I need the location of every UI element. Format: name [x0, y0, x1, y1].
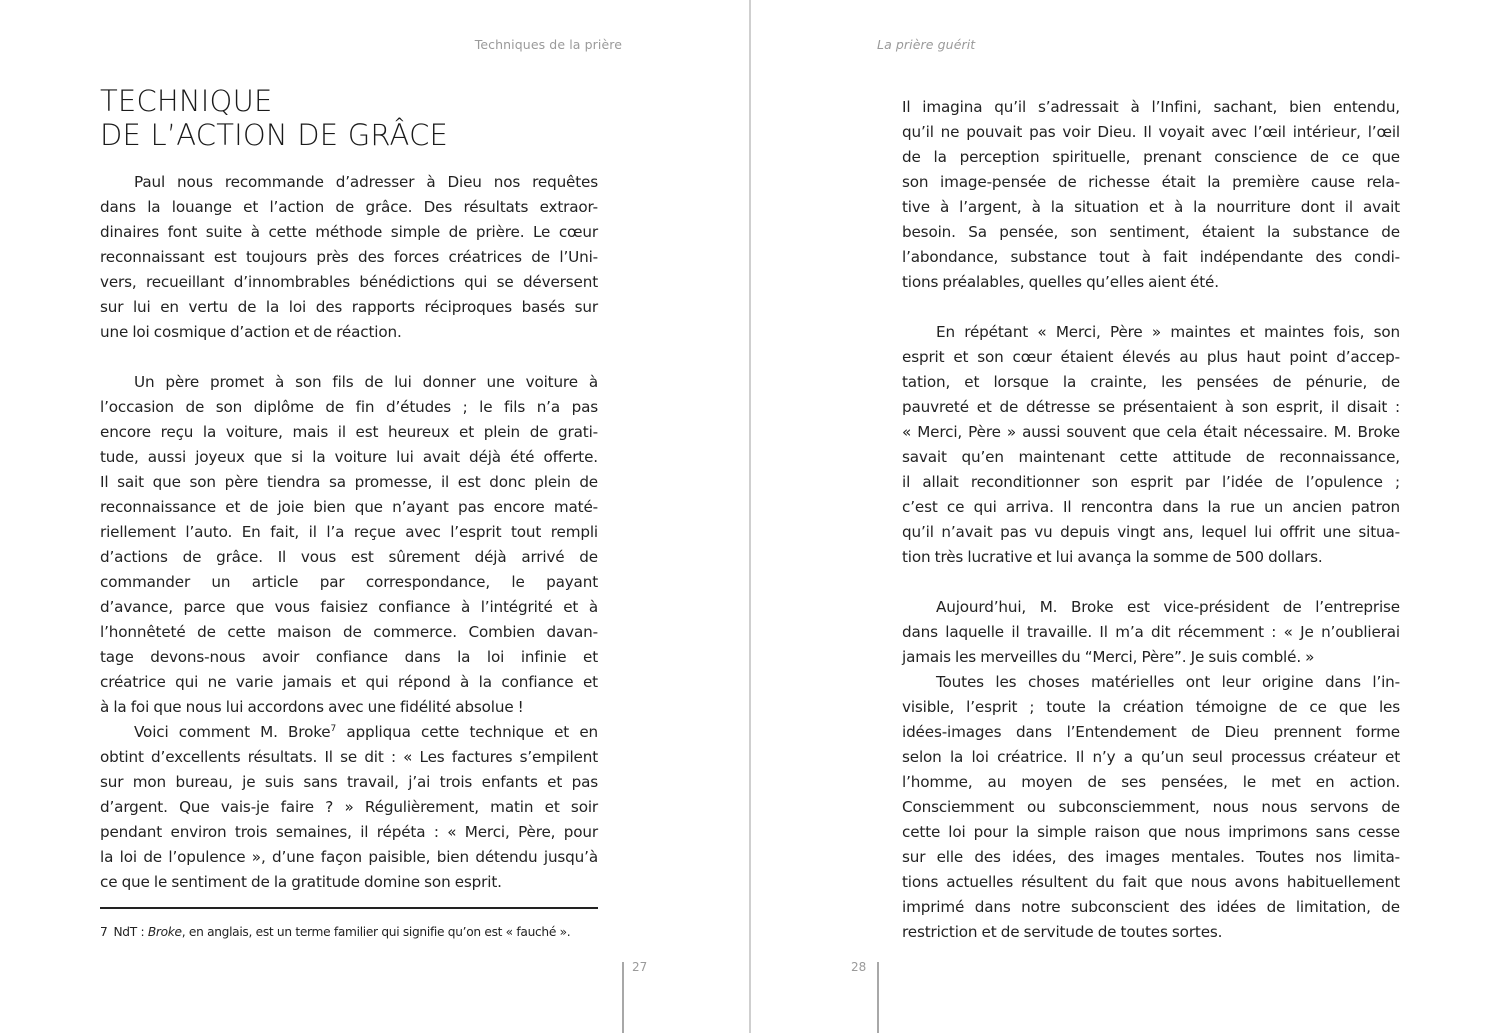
text-line: la loi de l’opulence », d’une façon paisible, bien détendu jusqu’à	[100, 848, 598, 866]
text-line: encore reçu la voiture, mais il est heureux et plein de grati-	[100, 423, 598, 441]
chapter-title-line: DE L’ACTION DE GRÂCE	[100, 118, 449, 152]
text-line: idées-images dans l’Entendement de Dieu prennent forme	[902, 723, 1400, 741]
text-line	[100, 720, 598, 745]
text-line: d’argent. Que vais-je faire ? » Régulièrement, matin et soir	[100, 798, 598, 816]
left-body-text	[100, 170, 598, 895]
text-line: restriction et de servitude de toutes sortes.	[902, 923, 1223, 941]
text-line: qu’il ne pouvait pas voir Dieu. Il voyait avec l’œil intérieur, l’œil	[902, 123, 1400, 141]
page-number-left: 27	[632, 960, 648, 974]
paragraph-spacer	[902, 295, 1400, 320]
paragraph	[902, 95, 1400, 295]
text-line: sur lui en vertu de la loi des rapports réciproques basés sur	[100, 298, 598, 316]
text-line: ce que le sentiment de la gratitude domine son esprit.	[100, 873, 502, 891]
text-line: Un père promet à son fils de lui donner une voiture à	[134, 373, 598, 391]
folio-rule-right	[877, 962, 879, 1033]
paragraph	[100, 170, 598, 345]
text-line: reconnaissant est toujours près des forces créatrices de l’Uni-	[100, 248, 598, 266]
text-segment: Voici comment M. Broke	[134, 723, 331, 741]
text-line: commander un article par correspondance, le payant	[100, 573, 598, 591]
text-line: l’abondance, substance tout à fait indépendante des condi-	[902, 248, 1400, 266]
text-line: visible, l’esprit ; toute la création témoigne de ce que les	[902, 698, 1400, 716]
text-line: Consciemment ou subconsciemment, nous nous servons de	[902, 798, 1400, 816]
text-line: Aujourd’hui, M. Broke est vice-président de l’entreprise	[936, 598, 1400, 616]
paragraph	[100, 720, 598, 895]
paragraph	[902, 320, 1400, 570]
right-body-text	[902, 95, 1400, 945]
text-line: dans la louange et l’action de grâce. Des résultats extraor-	[100, 198, 598, 216]
text-line: imprimé dans notre subconscient des idées de limitation, de	[902, 898, 1400, 916]
text-line: de la perception spirituelle, prenant conscience de ce que	[902, 148, 1400, 166]
text-line: d’avance, parce que vous faisiez confiance à l’intégrité et à	[100, 598, 598, 616]
text-line: c’est ce qui arriva. Il rencontra dans la rue un ancien patron	[902, 498, 1400, 516]
footnote-reference[interactable]: 7	[330, 723, 337, 734]
text-line: Paul nous recommande d’adresser à Dieu nos requêtes	[134, 173, 598, 191]
text-line: dans laquelle il travaille. Il m’a dit récemment : « Je n’oublierai	[902, 623, 1400, 641]
text-line: l’homme, au moyen de ses pensées, le met en action.	[902, 773, 1400, 791]
running-head-left: Techniques de la prière	[474, 37, 622, 52]
text-line: jamais les merveilles du “Merci, Père”. Je suis comblé. »	[902, 648, 1315, 666]
text-line: Toutes les choses matérielles ont leur origine dans l’in-	[936, 673, 1400, 691]
paragraph-spacer	[902, 570, 1400, 595]
text-line: Il imagina qu’il s’adressait à l’Infini, sachant, bien entendu,	[902, 98, 1400, 116]
text-line: sur elle des idées, des images mentales. Toutes nos limita-	[902, 848, 1400, 866]
paragraph	[902, 595, 1400, 670]
footnote-number: 7	[100, 925, 108, 939]
text-line: une loi cosmique d’action et de réaction.	[100, 323, 402, 341]
footnote-label: NdT :	[113, 925, 148, 939]
text-line: besoin. Sa pensée, son sentiment, étaient la substance de	[902, 223, 1400, 241]
text-line: l’occasion de son diplôme de fin d’études ; le fils n’a pas	[100, 398, 598, 416]
text-line: tions préalables, quelles qu’elles aient été.	[902, 273, 1219, 291]
footnote-text: , en anglais, est un terme familier qui signifie qu’on est « fauché ».	[181, 925, 571, 939]
paragraph	[100, 370, 598, 720]
text-line: tation, et lorsque la crainte, les pensées de pénurie, de	[902, 373, 1400, 391]
text-line: sur mon bureau, je suis sans travail, j’ai trois enfants et pas	[100, 773, 598, 791]
text-line: tage devons-nous avoir confiance dans la loi infinie et	[100, 648, 598, 666]
text-line: « Merci, Père » aussi souvent que cela était nécessaire. M. Broke	[902, 423, 1400, 441]
chapter-title	[100, 84, 448, 152]
text-line: Il sait que son père tiendra sa promesse, il est donc plein de	[100, 473, 598, 491]
text-line: reconnaissance et de joie bien que n’ayant pas encore maté-	[100, 498, 598, 516]
text-line: cette loi pour la simple raison que nous imprimons sans cesse	[902, 823, 1400, 841]
text-segment: appliqua cette technique et en	[336, 723, 598, 741]
paragraph	[902, 670, 1400, 945]
paragraph-spacer	[100, 345, 598, 370]
folio-rule-left	[622, 962, 624, 1033]
footnote	[100, 925, 570, 939]
text-line: qu’il n’avait pas vu depuis vingt ans, lequel lui offrit une situa-	[902, 523, 1400, 541]
text-line: tive à l’argent, à la situation et à la nourriture dont il avait	[902, 198, 1400, 216]
right-page	[751, 0, 1500, 1033]
text-line: vers, recueillant d’innombrables bénédictions qui se déversent	[100, 273, 598, 291]
text-line: créatrice qui ne varie jamais et qui répond à la confiance et	[100, 673, 598, 691]
text-line: à la foi que nous lui accordons avec une fidélité absolue !	[100, 698, 524, 716]
text-line: son image-pensée de richesse était la première cause rela-	[902, 173, 1400, 191]
text-line: dinaires font suite à cette méthode simple de prière. Le cœur	[100, 223, 598, 241]
text-line: tion très lucrative et lui avança la somme de 500 dollars.	[902, 548, 1323, 566]
text-line: pendant environ trois semaines, il répéta : « Merci, Père, pour	[100, 823, 598, 841]
running-head-right: La prière guérit	[877, 37, 976, 52]
left-page	[0, 0, 749, 1033]
text-line: esprit et son cœur étaient élevés au plus haut point d’accep-	[902, 348, 1400, 366]
text-line: obtint d’excellents résultats. Il se dit : « Les factures s’empilent	[100, 748, 598, 766]
text-line: selon la loi créatrice. Il n’y a qu’un seul processus créateur et	[902, 748, 1400, 766]
text-line: pauvreté et de détresse se présentaient à son esprit, il disait :	[902, 398, 1400, 416]
text-line: tions actuelles résultent du fait que nous avons habituellement	[902, 873, 1400, 891]
footnote-term: Broke	[147, 925, 182, 939]
text-line: riellement l’auto. En fait, il l’a reçue avec l’esprit tout rempli	[100, 523, 598, 541]
chapter-title-line: TECHNIQUE	[100, 84, 273, 118]
text-line: l’honnêteté de cette maison de commerce. Combien davan-	[100, 623, 598, 641]
text-line: En répétant « Merci, Père » maintes et maintes fois, son	[936, 323, 1400, 341]
page-number-right: 28	[851, 960, 867, 974]
text-line: il allait reconditionner son esprit par l’idée de l’opulence ;	[902, 473, 1400, 491]
text-line: tude, aussi joyeux que si la voiture lui avait déjà été offerte.	[100, 448, 598, 466]
text-line: savait qu’en maintenant cette attitude de reconnaissance,	[902, 448, 1400, 466]
text-line: d’actions de grâce. Il vous est sûrement déjà arrivé de	[100, 548, 598, 566]
footnote-separator	[100, 907, 598, 909]
